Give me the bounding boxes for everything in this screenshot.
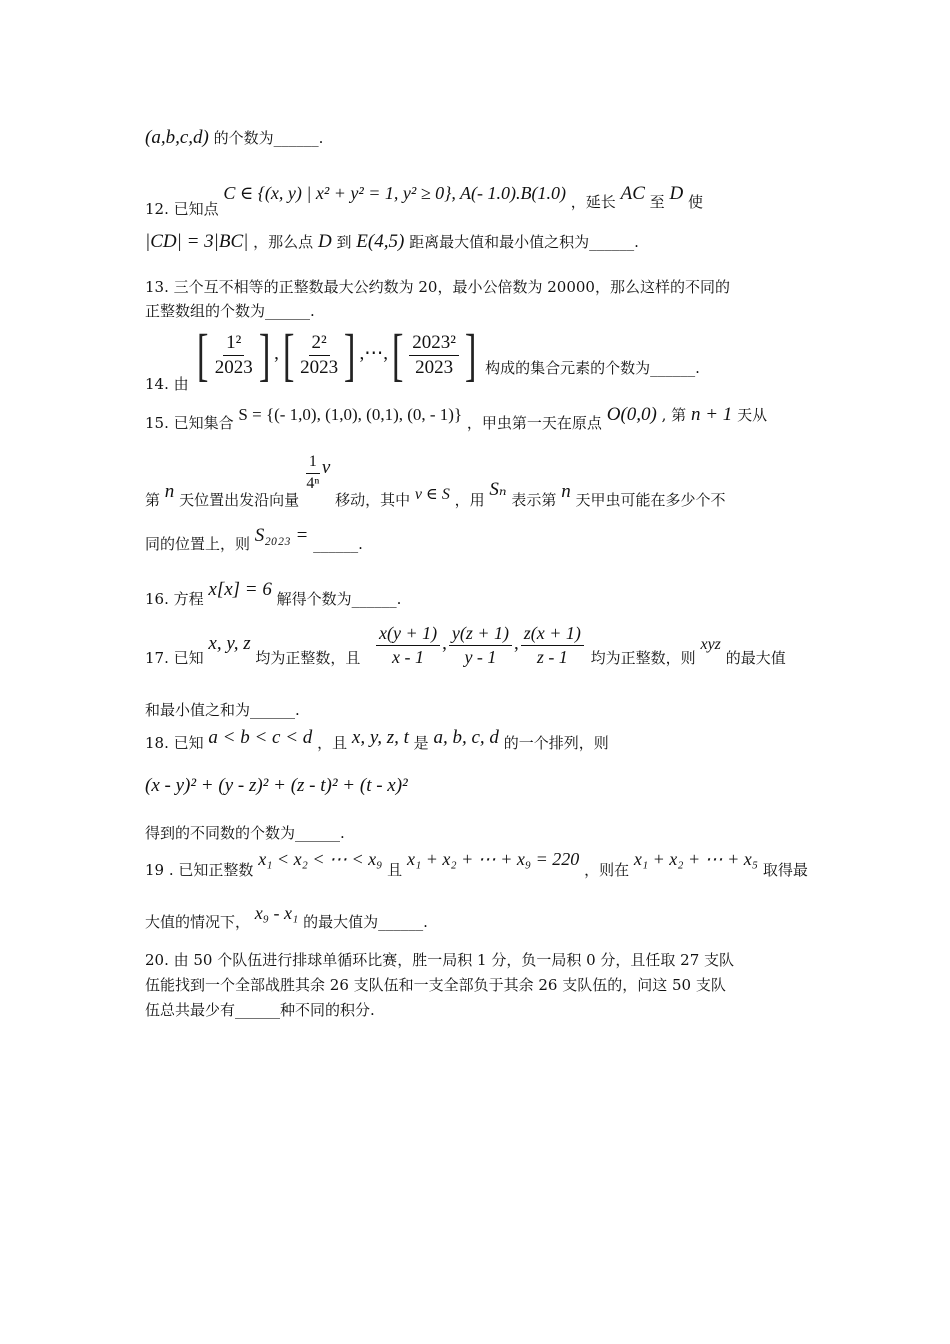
den: y - 1 <box>464 647 497 667</box>
problem-18-line2 <box>145 776 408 795</box>
text: ，延长 <box>570 193 616 211</box>
text: 天甲虫可能在多少个不 <box>575 491 726 509</box>
den: z - 1 <box>536 647 568 667</box>
den: 2023 <box>415 357 454 378</box>
problem-15-line3 <box>145 525 363 553</box>
math-xyz-vars: x, y, z <box>208 633 251 654</box>
text: 15. 已知集合 <box>145 414 234 432</box>
problem-18-line3: 得到的不同数的个数为______. <box>145 824 345 842</box>
text: 16. 方程 <box>145 590 204 608</box>
text: 使 <box>687 193 703 211</box>
text: 解得个数为______. <box>276 590 402 608</box>
text: 天从 <box>737 406 768 424</box>
math-diff: x₉ - x₁ <box>254 903 299 923</box>
problem-12-line1 <box>145 183 703 218</box>
num: 2023² <box>409 333 459 356</box>
num: 1² <box>223 333 244 356</box>
num: 2² <box>309 333 330 356</box>
problem-16 <box>145 579 402 608</box>
math-origin: O(0,0) <box>606 404 657 425</box>
math-abcd: (a,b,c,d) <box>145 127 209 148</box>
text: 14. 由 <box>145 375 189 393</box>
text: 的最大值 <box>725 649 786 667</box>
num: z(x + 1) <box>521 624 584 646</box>
math-abcd: a, b, c, d <box>433 727 499 748</box>
math-set-s: S = {(- 1,0), (1,0), (0,1), (0, - 1)} <box>238 405 463 424</box>
text: 的一个排列，则 <box>503 734 609 752</box>
text: 天位置出发沿向量 <box>179 491 300 509</box>
text: 12. 已知点 <box>145 200 219 218</box>
math-d: D <box>669 183 684 204</box>
text: ，用 <box>454 491 485 509</box>
text: 第 <box>145 491 161 509</box>
math-n: n <box>561 481 571 502</box>
text: , 第 <box>661 406 687 424</box>
math-ac: AC <box>620 183 645 204</box>
math-ineq: a < b < c < d <box>208 727 313 748</box>
text: 19 . 已知正整数 <box>145 861 254 879</box>
math-n: n <box>164 481 175 502</box>
problem-19-line2 <box>145 903 428 931</box>
num: 1 <box>306 454 320 474</box>
text: 均为正整数，且 <box>255 649 361 667</box>
text: 距离最大值和最小值之积为______. <box>409 233 639 251</box>
problem-20-line2: 伍能找到一个全部战胜其余 26 支队伍和一支全部负于其余 26 支队伍的，问这 50 支队 <box>145 976 726 994</box>
floor-3: [ $\frac{\text{2023²}}{2023}$ ] <box>391 322 477 387</box>
text: 是 <box>413 734 429 752</box>
problem-14: 14. 由 [ $\frac{\text{1²}}{2023}$ ] , [ $\frac{\text{2²}}{2023}$ ] ,⋯, [ $\frac{\text{2023²}}{2023}$ ] 构成的集合元素的个数为______. <box>145 322 700 393</box>
math-v-in-s: v ∈ S <box>414 486 450 503</box>
math-xyz: xyz <box>700 636 721 653</box>
text: 的个数为______. <box>213 129 324 147</box>
problem-18-line1 <box>145 727 609 752</box>
math-e: E(4,5) <box>356 231 405 252</box>
math-sum5: x₁ + x₂ + ⋯ + x₅ <box>633 849 759 869</box>
num: y(z + 1) <box>449 624 512 646</box>
problem-17-line2: 和最小值之和为______. <box>145 701 300 719</box>
text: 大值的情况下， <box>145 913 251 931</box>
problem-13-line2: 正整数组的个数为______. <box>145 302 315 320</box>
problem-15-line2 <box>145 453 726 509</box>
math-v: v <box>321 457 331 478</box>
math-sn: Sₙ <box>489 479 507 500</box>
math-set-c: C ∈ {(x, y) | x² + y² = 1, y² ≥ 0}, A(- 1.0).B(1.0) <box>223 183 567 203</box>
text: 构成的集合元素的个数为______. <box>485 359 700 377</box>
text: ，且 <box>317 734 348 752</box>
math-d: D <box>317 231 332 252</box>
text: ，甲虫第一天在原点 <box>466 414 602 432</box>
problem-13-line1: 13. 三个互不相等的正整数最大公约数为 20，最小公倍数为 20000，那么这样的不同的 <box>145 278 730 296</box>
text: 表示第 <box>511 491 557 509</box>
math-chain: x₁ < x₂ < ⋯ < x₉ <box>258 849 383 869</box>
text: ______. <box>313 535 363 553</box>
problem-20-line3: 伍总共最少有______种不同的积分. <box>145 1001 375 1019</box>
frac-2 <box>449 624 512 666</box>
problem-20-line1: 20. 由 50 个队伍进行排球单循环比赛，胜一局积 1 分，负一局积 0 分，且任取 27 支队 <box>145 951 735 969</box>
problem-12-line2 <box>145 232 639 251</box>
frac-3 <box>521 624 584 666</box>
text: 至 <box>649 193 665 211</box>
problem-11-tail <box>145 128 323 147</box>
text: 18. 已知 <box>145 734 204 752</box>
text: 的最大值为______. <box>303 913 428 931</box>
math-n1: n + 1 <box>690 404 733 425</box>
floor-2: [ $\frac{\text{2²}}{2023}$ ] <box>282 322 356 387</box>
frac-1-over-4n <box>306 454 320 492</box>
den: 2023 <box>300 357 339 378</box>
text: 移动，其中 <box>335 491 411 509</box>
text: 17. 已知 <box>145 649 204 667</box>
text: ，则在 <box>584 861 630 879</box>
problem-17-line1: 17. 已知 x, y, z 均为正整数，且 $\frac{x(y + 1)}{x - 1}$ , $\frac{y(z + 1)}{y - 1}$ , $\frac{z(x + 1)}{z - 1}$ 均为正整数，则 xyz 的最大值 <box>145 623 786 667</box>
den: 4ⁿ <box>306 475 320 492</box>
text: 均为正整数，则 <box>590 649 696 667</box>
math-equation: x[x] = 6 <box>208 579 272 600</box>
math-expression: (x - y)² + (y - z)² + (z - t)² + (t - x)² <box>145 775 408 796</box>
text: ，那么点 <box>253 233 314 251</box>
math-s2023: S₂₀₂₃ = <box>254 525 309 546</box>
math-sum: x₁ + x₂ + ⋯ + x₉ = 220 <box>406 849 580 869</box>
text: 同的位置上，则 <box>145 535 251 553</box>
text: 到 <box>336 233 352 251</box>
text: 且 <box>387 861 403 879</box>
den: x - 1 <box>392 647 425 667</box>
frac-1 <box>376 624 440 666</box>
num: x(y + 1) <box>376 624 440 646</box>
problem-15-line1 <box>145 404 768 432</box>
problem-19-line1 <box>145 849 808 879</box>
text: 取得最 <box>762 861 808 879</box>
math-cd-bc: |CD| = 3|BC| <box>145 231 249 252</box>
den: 2023 <box>214 357 253 378</box>
math-xyzt: x, y, z, t <box>351 727 409 748</box>
floor-1: [ $\frac{\text{1²}}{2023}$ ] <box>197 322 271 387</box>
ellipsis: ,⋯, <box>359 343 388 364</box>
